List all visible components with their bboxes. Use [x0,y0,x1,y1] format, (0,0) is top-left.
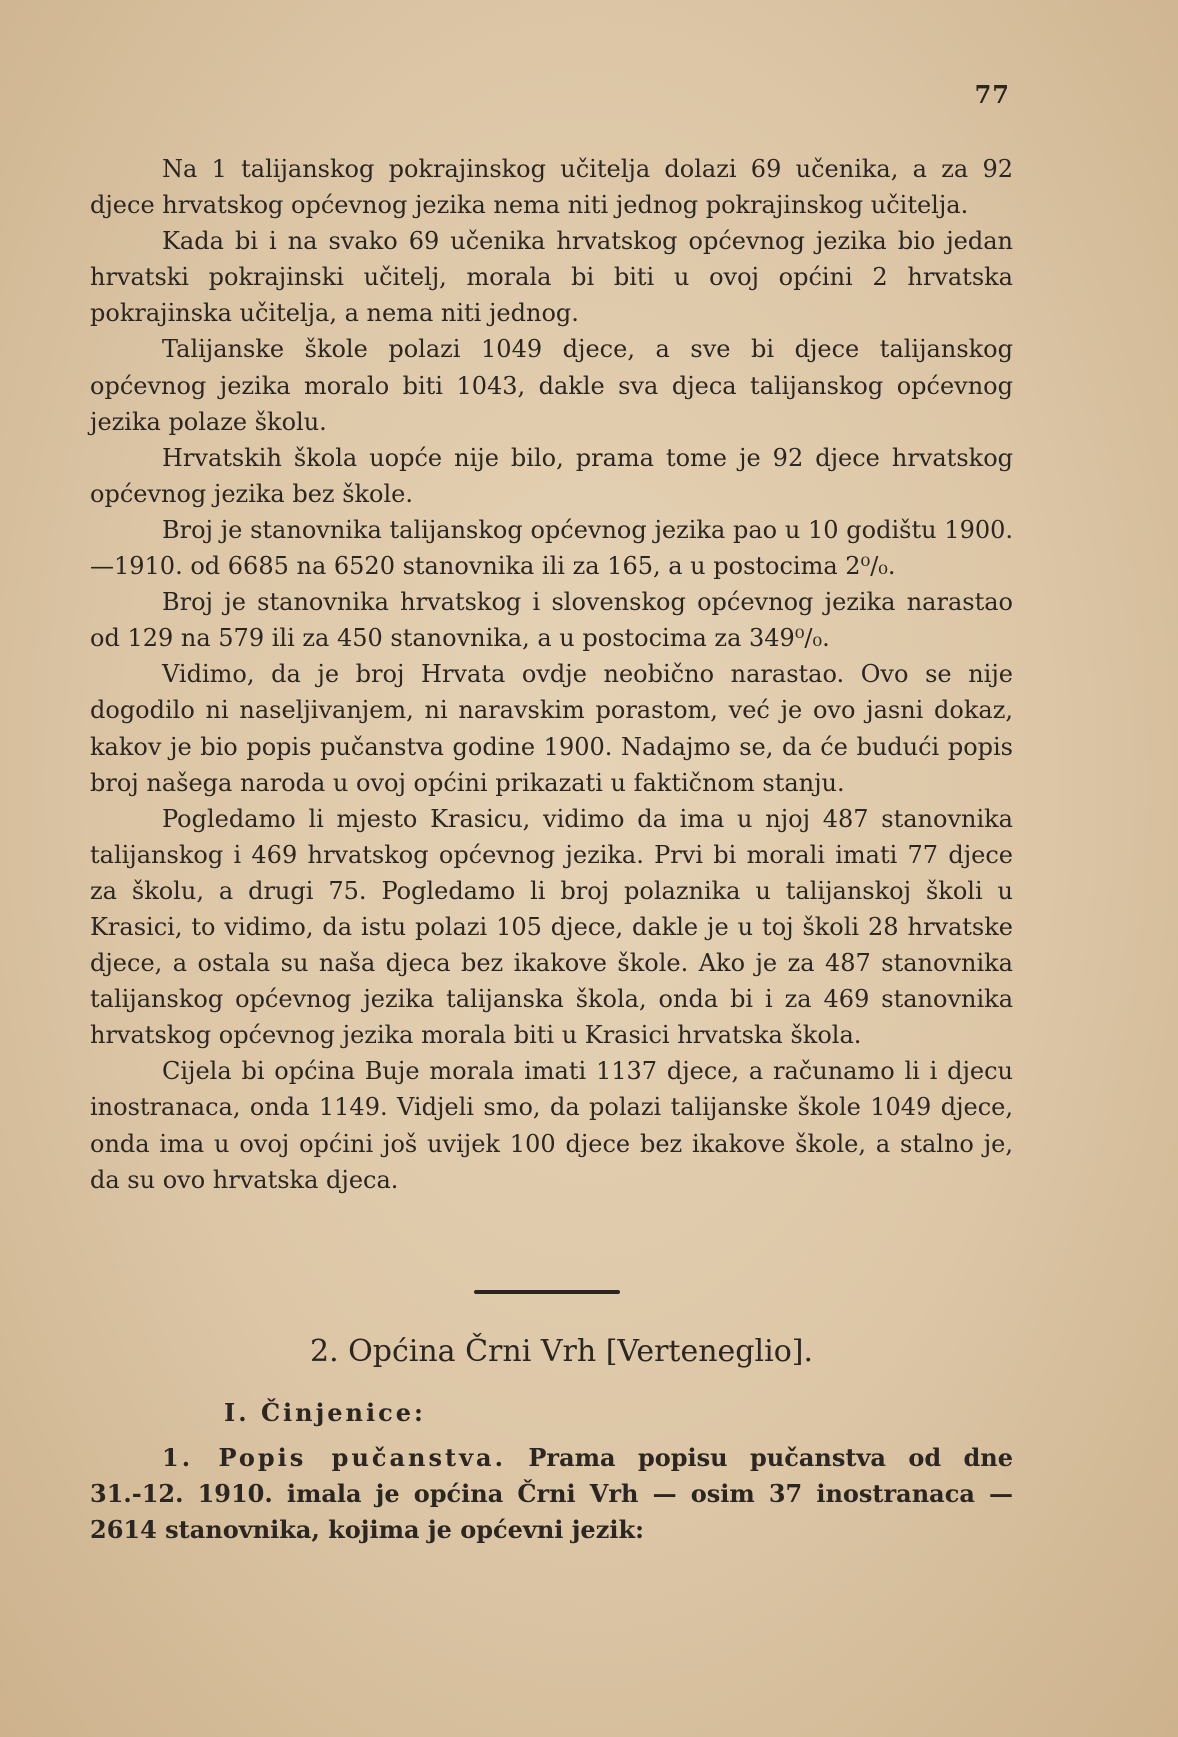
section-divider [474,1290,620,1294]
census-item-title: 1. Popis pučanstva. [162,1443,506,1472]
body-text [90,151,1013,1198]
page-number: 77 [974,80,1010,109]
paragraph-croatian-population: Broj je stanovnika hrvatskog i slovenskog općevnog jezika narastao od 129 na 579 ili za 450 stanovnika, a u postocima za 349⁰/₀. [90,588,1013,653]
paragraph-croatian-teachers: Kada bi i na svako 69 učenika hrvatskog općevnog jezika bio jedan hrvatski pokrajinski učitelj, morala bi biti u ovoj općini 2 hrvatska pokrajinska učitelja, a nema niti jednog. [90,227,1013,328]
census-item-text: Prama popisu pučanstva od dne 31.-12. 1910. imala je općina Črni Vrh — osim 37 inostranaca — 2614 stanovnika, kojima je općevni jezik: [90,1443,1014,1544]
paragraph-buje-summary: Cijela bi općina Buje morala imati 1137 djece, a računamo li i djecu inostranaca, onda 1149. Vidjeli smo, da polazi talijanske škole 1049 djece, onda ima u ovoj općini još uvijek 100 djece bez ikakove škole, a stalno je, da su ovo hrvatska djeca. [90,1057,1013,1194]
paragraph-italian-schools: Talijanske škole polazi 1049 djece, a sve bi djece talijanskog općevnog jezika moralo biti 1043, dakle sva djeca talijanskog općevnog jezika polaze školu. [90,335,1013,436]
paragraph-krasica: Pogledamo li mjesto Krasicu, vidimo da ima u njoj 487 stanovnika talijanskog i 469 hrvatskog općevnog jezika. Prvi bi morali imati 77 djece za školu, a drugi 75. Pogledamo li broj polaznika u talijanskoj školi u Krasici, to vidimo, da istu polazi 105 djece, dakle je u toj školi 28 hrvatske djece, a ostala su naša djeca bez ikakove škole. Ako je za 487 stanovnika talijanskog općevnog jezika talijanska škola, onda bi i za 469 stanovnika hrvatskog općevnog jezika morala biti u Krasici hrvatska škola. [90,804,1013,1050]
paragraph-teacher-ratio: Na 1 talijanskog pokrajinskog učitelja dolazi 69 učenika, a za 92 djece hrvatskog općevnog jezika nema niti jednog pokrajinskog učitelja. [90,155,1013,220]
section-heading: 2. Općina Črni Vrh [Verteneglio]. [310,1334,813,1369]
paragraph-census-observation: Vidimo, da je broj Hrvata ovdje neobično narastao. Ovo se nije dogodilo ni naseljivanjem, ni naravskim porastom, već je ovo jasni dokaz, kakov je bio popis pučanstva godine 1900. Nadajmo se, da će budući popis broj našega naroda u ovoj općini prikazati u faktičnom stanju. [90,660,1013,797]
paragraph-croatian-schools: Hrvatskih škola uopće nije bilo, prama tome je 92 djece hrvatskog općevnog jezika bez škole. [90,443,1013,508]
paragraph-italian-population: Broj je stanovnika talijanskog općevnog jezika pao u 10 godištu 1900.—1910. od 6685 na 6520 stanovnika ili za 165, a u postocima 2⁰/₀. [90,515,1013,581]
census-item [90,1440,1013,1548]
section-subheading: I. Činjenice: [224,1398,426,1427]
